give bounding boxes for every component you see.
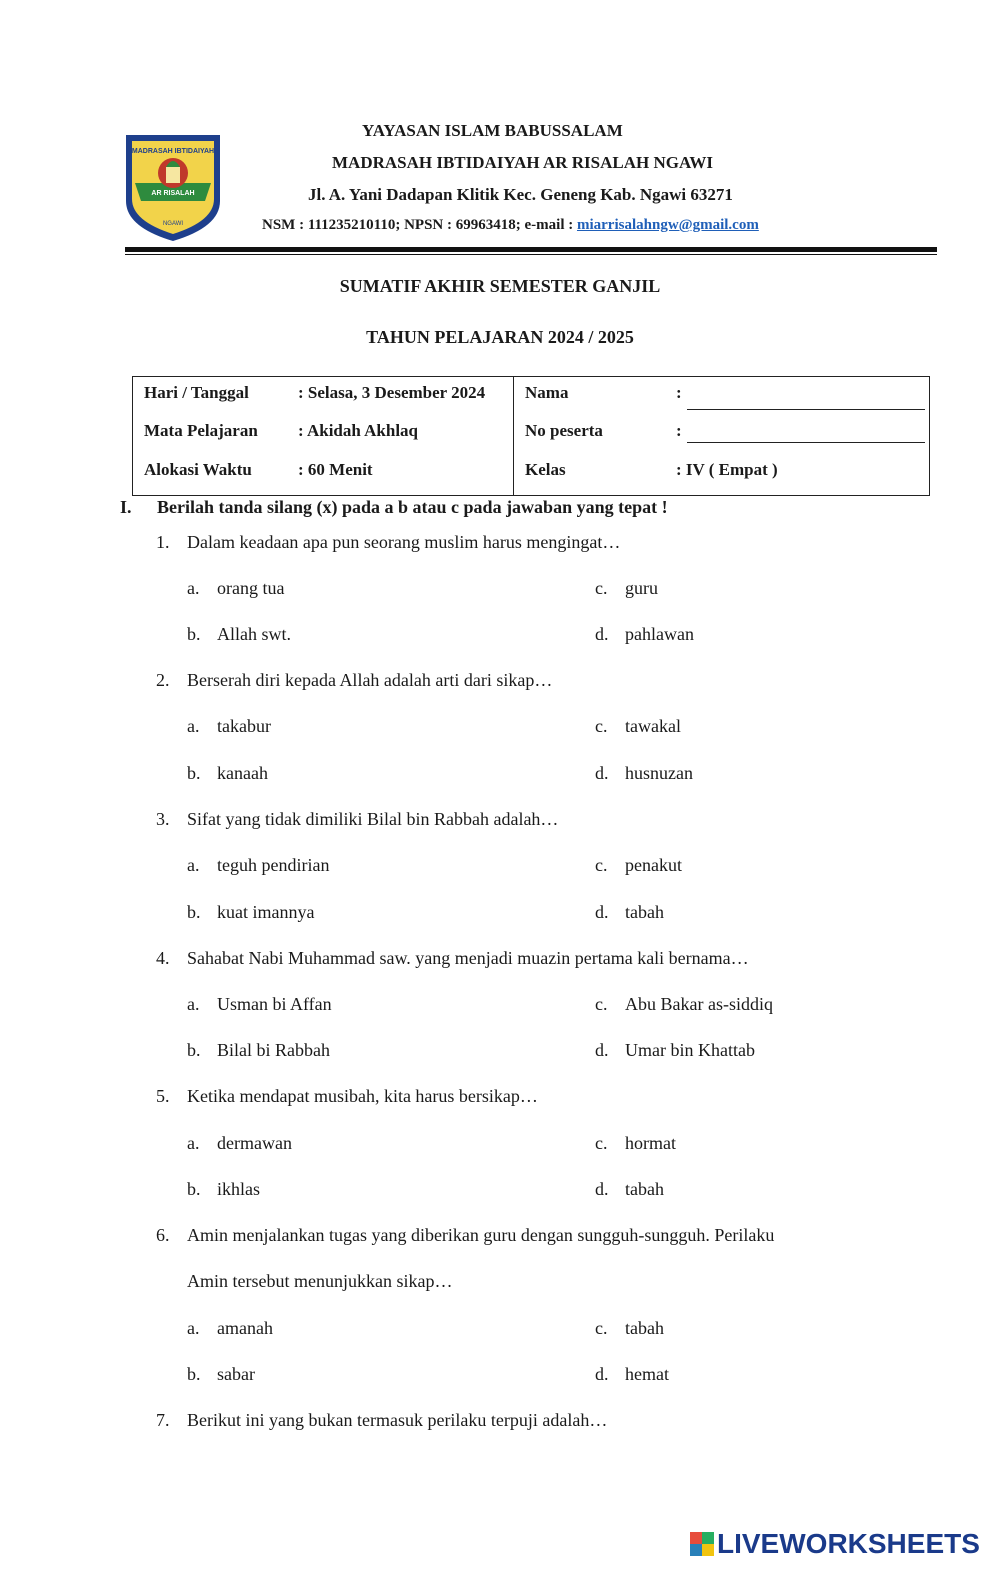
question-text: Amin menjalankan tugas yang diberikan guru dengan sungguh-sungguh. Perilaku <box>187 1225 775 1245</box>
q6-option-b[interactable] <box>187 1364 255 1385</box>
question-number: 2. <box>156 670 170 690</box>
section-instruction-text: Berilah tanda silang (x) pada a b atau c pada jawaban yang tepat ! <box>157 497 668 517</box>
option-letter: a. <box>187 855 200 875</box>
question-6-continued: Amin tersebut menunjukkan sikap… <box>187 1271 453 1291</box>
q6-option-a[interactable] <box>187 1318 273 1339</box>
option-letter: c. <box>595 1133 608 1153</box>
q4-option-a[interactable] <box>187 994 332 1015</box>
option-letter: d. <box>595 1179 609 1199</box>
subject-value: : Akidah Akhlaq <box>298 421 419 440</box>
option-text: teguh pendirian <box>217 855 330 875</box>
option-letter: b. <box>187 763 201 783</box>
option-letter: a. <box>187 994 200 1014</box>
question-text: Sifat yang tidak dimiliki Bilal bin Rabbah adalah… <box>187 809 559 829</box>
option-text: amanah <box>217 1318 273 1338</box>
option-letter: b. <box>187 1179 201 1199</box>
question-number: 3. <box>156 809 170 829</box>
option-letter: a. <box>187 578 200 598</box>
option-text: tabah <box>625 1318 664 1338</box>
option-text: hemat <box>625 1364 669 1384</box>
option-letter: d. <box>595 763 609 783</box>
question-number: 4. <box>156 948 170 968</box>
option-text: dermawan <box>217 1133 292 1153</box>
q2-option-b[interactable] <box>187 763 268 784</box>
q2-option-c[interactable] <box>595 716 681 737</box>
option-letter: d. <box>595 624 609 644</box>
option-text: pahlawan <box>625 624 694 644</box>
time-label: Alokasi Waktu <box>144 460 252 479</box>
question-6 <box>156 1225 774 1246</box>
question-7 <box>156 1410 607 1431</box>
crest-bottom-text: NGAWI <box>162 221 184 227</box>
q3-option-d[interactable] <box>595 902 664 923</box>
option-letter: b. <box>187 1364 201 1384</box>
name-blank-line[interactable] <box>687 409 925 410</box>
option-text: Abu Bakar as-siddiq <box>625 994 773 1014</box>
q5-option-a[interactable] <box>187 1133 292 1154</box>
exam-title: SUMATIF AKHIR SEMESTER GANJIL <box>339 276 661 296</box>
question-text: Sahabat Nabi Muhammad saw. yang menjadi muazin pertama kali bernama… <box>187 948 749 968</box>
question-text: Berserah diri kepada Allah adalah arti dari sikap… <box>187 670 553 690</box>
header-divider-thick <box>125 247 937 252</box>
liveworksheets-wordmark: LIVEWORKSHEETS <box>717 1528 980 1559</box>
option-text: guru <box>625 578 658 598</box>
option-text: hormat <box>625 1133 676 1153</box>
school-name: MADRASAH IBTIDAIYAH AR RISALAH NGAWI <box>332 153 713 172</box>
question-text: Berikut ini yang bukan termasuk perilaku terpuji adalah… <box>187 1410 608 1430</box>
option-letter: a. <box>187 1133 200 1153</box>
option-letter: a. <box>187 716 200 736</box>
time-value: : 60 Menit <box>298 460 373 479</box>
option-text: Usman bi Affan <box>217 994 332 1014</box>
school-crest-icon <box>123 131 223 245</box>
day-date-label: Hari / Tanggal <box>144 383 249 402</box>
option-text: Umar bin Khattab <box>625 1040 755 1060</box>
question-text: Dalam keadaan apa pun seorang muslim harus mengingat… <box>187 532 621 552</box>
q3-option-a[interactable] <box>187 855 329 876</box>
q1-option-d[interactable] <box>595 624 694 645</box>
option-letter: b. <box>187 624 201 644</box>
option-letter: c. <box>595 578 608 598</box>
q5-option-d[interactable] <box>595 1179 664 1200</box>
option-letter: c. <box>595 1318 608 1338</box>
question-text: Ketika mendapat musibah, kita harus bersikap… <box>187 1086 538 1106</box>
liveworksheets-logo-icon <box>690 1532 714 1556</box>
question-1 <box>156 532 620 553</box>
q1-option-b[interactable] <box>187 624 291 645</box>
option-letter: c. <box>595 716 608 736</box>
option-letter: b. <box>187 1040 201 1060</box>
question-4 <box>156 948 749 969</box>
option-text: penakut <box>625 855 682 875</box>
section-number: I. <box>120 497 132 517</box>
option-text: tabah <box>625 902 664 922</box>
student-info-table <box>132 376 930 496</box>
option-letter: d. <box>595 1040 609 1060</box>
class-label: Kelas <box>525 460 566 479</box>
question-number: 5. <box>156 1086 170 1106</box>
option-text: ikhlas <box>217 1179 260 1199</box>
participant-no-colon: : <box>676 421 682 440</box>
q6-option-c[interactable] <box>595 1318 664 1339</box>
info-column-divider <box>513 377 514 495</box>
school-ids-text: NSM : 111235210110; NPSN : 69963418; e-mail : <box>262 217 574 233</box>
foundation-name: YAYASAN ISLAM BABUSSALAM <box>362 121 623 140</box>
q1-option-a[interactable] <box>187 578 284 599</box>
question-3 <box>156 809 558 830</box>
option-letter: b. <box>187 902 201 922</box>
day-date-value: : Selasa, 3 Desember 2024 <box>298 383 486 402</box>
option-letter: d. <box>595 902 609 922</box>
option-text: husnuzan <box>625 763 693 783</box>
school-ids <box>262 217 759 234</box>
q1-option-c[interactable] <box>595 578 658 599</box>
option-text: orang tua <box>217 578 285 598</box>
q4-option-b[interactable] <box>187 1040 330 1061</box>
header-divider-thin <box>125 254 937 255</box>
option-letter: a. <box>187 1318 200 1338</box>
option-text: Allah swt. <box>217 624 291 644</box>
q3-option-b[interactable] <box>187 902 314 923</box>
q5-option-b[interactable] <box>187 1179 260 1200</box>
liveworksheets-watermark[interactable] <box>690 1528 980 1560</box>
participant-no-blank-line[interactable] <box>687 442 925 443</box>
question-2 <box>156 670 552 691</box>
q2-option-d[interactable] <box>595 763 693 784</box>
subject-label: Mata Pelajaran <box>144 421 258 440</box>
class-value: : IV ( Empat ) <box>676 460 778 479</box>
option-text: kanaah <box>217 763 268 783</box>
q2-option-a[interactable] <box>187 716 271 737</box>
participant-no-label: No peserta <box>525 421 603 440</box>
option-letter: d. <box>595 1364 609 1384</box>
q4-option-c[interactable] <box>595 994 773 1015</box>
academic-year: TAHUN PELAJARAN 2024 / 2025 <box>366 327 634 347</box>
question-number: 6. <box>156 1225 170 1245</box>
option-text: tabah <box>625 1179 664 1199</box>
option-text: takabur <box>217 716 271 736</box>
q6-option-d[interactable] <box>595 1364 669 1385</box>
q5-option-c[interactable] <box>595 1133 676 1154</box>
question-5 <box>156 1086 538 1107</box>
question-number: 1. <box>156 532 170 552</box>
name-colon: : <box>676 383 682 402</box>
question-number: 7. <box>156 1410 170 1430</box>
option-letter: c. <box>595 994 608 1014</box>
option-text: kuat imannya <box>217 902 315 922</box>
school-email-link[interactable]: miarrisalahngw@gmail.com <box>576 217 759 233</box>
option-text: sabar <box>217 1364 255 1384</box>
crest-arc-text: MADRASAH IBTIDAIYAH <box>131 148 215 155</box>
school-address: Jl. A. Yani Dadapan Klitik Kec. Geneng Kab. Ngawi 63271 <box>308 185 733 204</box>
q4-option-d[interactable] <box>595 1040 755 1061</box>
option-text: Bilal bi Rabbah <box>217 1040 330 1060</box>
q3-option-c[interactable] <box>595 855 682 876</box>
crest-band-text: AR RISALAH <box>151 190 195 197</box>
option-letter: c. <box>595 855 608 875</box>
option-text: tawakal <box>625 716 681 736</box>
section-instruction <box>120 497 668 518</box>
name-label: Nama <box>525 383 569 402</box>
